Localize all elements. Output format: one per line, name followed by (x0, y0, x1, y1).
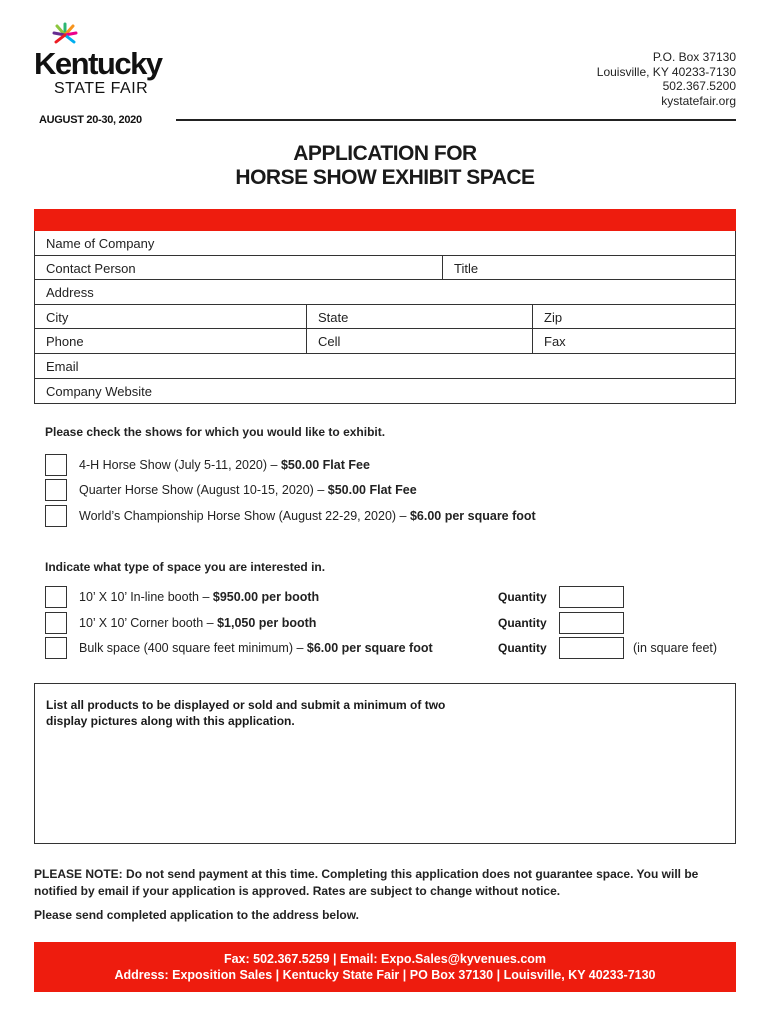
space-option-text: 10’ X 10’ In-line booth – $950.00 per booth (79, 590, 320, 604)
show-option (45, 505, 745, 527)
show-option-text: 4-H Horse Show (July 5-11, 2020) – $50.00 Flat Fee (79, 458, 370, 472)
title-field[interactable]: Title (454, 260, 479, 276)
page-title (0, 142, 770, 190)
phone-field[interactable]: Phone (35, 329, 307, 353)
company-info-form (34, 231, 736, 404)
products-instructions: List all products to be displayed or sold and submit a minimum of two display pictures along with this application. (46, 698, 446, 728)
space-option (45, 637, 745, 659)
footer-address-line: Address: Exposition Sales | Kentucky State Fair | PO Box 37130 | Louisville, KY 40233-7130 (114, 968, 656, 982)
shows-heading: Please check the shows for which you would like to exhibit. (45, 425, 386, 439)
form-row (35, 354, 735, 379)
form-row (35, 280, 735, 305)
quantity-input[interactable] (559, 612, 624, 634)
quantity-label: Quantity (498, 616, 547, 630)
address-line: P.O. Box 37130 (652, 50, 736, 64)
website-link[interactable]: kystatefair.org (661, 93, 736, 108)
fair-dates: AUGUST 20-30, 2020 (39, 114, 142, 126)
header-divider (176, 119, 736, 121)
show-checkbox[interactable] (45, 454, 67, 476)
space-option (45, 586, 745, 608)
space-option-text: 10’ X 10’ Corner booth – $1,050 per booth (79, 616, 317, 630)
quantity-input[interactable] (559, 637, 624, 659)
form-row (35, 305, 735, 330)
starburst-icon (52, 22, 78, 48)
logo-subtitle: STATE FAIR (54, 80, 149, 97)
quantity-label: Quantity (498, 590, 547, 604)
cell-field[interactable]: Cell (307, 329, 533, 353)
website-field[interactable]: Company Website (46, 383, 152, 399)
products-textarea[interactable] (34, 683, 736, 844)
show-option (45, 454, 745, 476)
contact-person-field[interactable]: Contact Person (35, 256, 443, 280)
footer-contact-line: Fax: 502.367.5259 | Email: Expo.Sales@kyvenues.com (223, 952, 547, 966)
form-header-bar (34, 209, 736, 231)
fax-field[interactable]: Fax (544, 334, 566, 350)
title-line-1: APPLICATION FOR (293, 142, 477, 165)
space-checkbox[interactable] (45, 612, 67, 634)
city-field[interactable]: City (35, 305, 307, 329)
title-line-2: HORSE SHOW EXHIBIT SPACE (235, 166, 535, 189)
show-checkbox[interactable] (45, 479, 67, 501)
show-option-text: Quarter Horse Show (August 10-15, 2020) – $50.00 Flat Fee (79, 483, 417, 497)
send-instructions: Please send completed application to the address below. (34, 908, 359, 922)
contact-address (597, 50, 736, 108)
note-text: Do not send payment at this time. Completing this application does not guarantee space. You will be notified by email if your application is approved. Rates are subject to change without notice. (34, 867, 699, 898)
space-option-text: Bulk space (400 square feet minimum) – $6.00 per square foot (79, 641, 433, 655)
footer-bar (34, 942, 736, 992)
kentucky-state-fair-logo (34, 22, 174, 126)
address-field[interactable]: Address (46, 285, 94, 301)
show-option (45, 479, 745, 501)
unit-note: (in square feet) (633, 641, 718, 655)
quantity-label: Quantity (498, 641, 547, 655)
form-row (35, 329, 735, 354)
company-name-field[interactable]: Name of Company (46, 236, 155, 251)
zip-field[interactable]: Zip (544, 309, 563, 325)
address-line: Louisville, KY 40233-7130 (596, 64, 736, 79)
space-heading: Indicate what type of space you are interested in. (45, 560, 326, 574)
state-field[interactable]: State (307, 305, 533, 329)
space-checkbox[interactable] (45, 586, 67, 608)
logo-wordmark: Kentucky (34, 46, 162, 81)
form-row (35, 231, 735, 256)
email-field[interactable]: Email (46, 358, 79, 374)
please-note (34, 866, 734, 899)
form-row (35, 256, 735, 281)
show-checkbox[interactable] (45, 505, 67, 527)
quantity-input[interactable] (559, 586, 624, 608)
address-line: 502.367.5200 (662, 79, 736, 93)
form-row (35, 379, 735, 404)
show-option-text: World’s Championship Horse Show (August 22-29, 2020) – $6.00 per square foot (79, 509, 536, 523)
note-label: PLEASE NOTE: (34, 867, 123, 881)
space-checkbox[interactable] (45, 637, 67, 659)
space-option (45, 612, 745, 634)
